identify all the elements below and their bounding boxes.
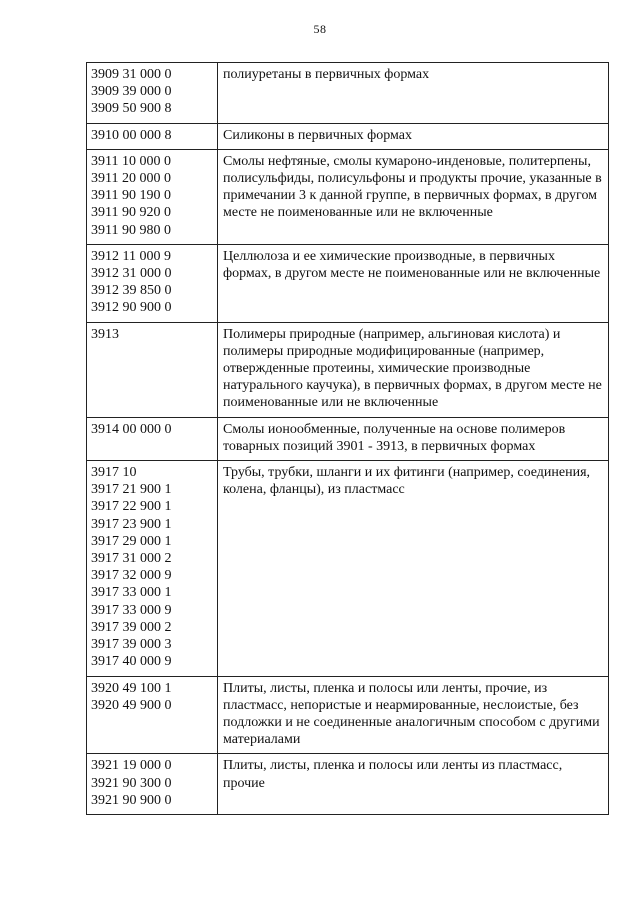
description-cell [218, 322, 609, 417]
tariff-code: 3917 39 000 3 [91, 637, 172, 653]
description-cell [218, 149, 609, 244]
tariff-code: 3911 90 980 0 [91, 222, 171, 238]
description-cell [218, 123, 609, 149]
code-cell [87, 322, 218, 417]
table-row [87, 63, 609, 124]
tariff-code: 3909 50 900 8 [91, 101, 172, 117]
table-row [87, 754, 609, 815]
tariff-code: 3917 33 000 1 [91, 585, 172, 601]
description-cell [218, 244, 609, 322]
goods-description: Силиконы в первичных формах [223, 127, 412, 143]
tariff-code: 3909 39 000 0 [91, 84, 172, 100]
description-cell [218, 461, 609, 676]
goods-description: Смолы ионообменные, полученные на основе полимеров товарных позиций 3901 - 3913, в первичных формах [223, 421, 566, 454]
table-row [87, 461, 609, 676]
goods-description: Целлюлоза и ее химические производные, в первичных формах, в другом месте не поименованные или не включенные [223, 248, 601, 282]
tariff-code: 3912 39 850 0 [91, 283, 172, 299]
tariff-code: 3920 49 900 0 [91, 697, 172, 713]
tariff-code: 3917 22 900 1 [91, 499, 172, 515]
tariff-code: 3912 90 900 0 [91, 300, 172, 316]
goods-description: полиуретаны в первичных формах [223, 67, 430, 82]
table-row [87, 417, 609, 460]
tariff-code: 3911 10 000 0 [91, 153, 171, 169]
table-row [87, 676, 609, 754]
table-row [87, 123, 609, 149]
tariff-code: 3921 19 000 0 [91, 758, 172, 774]
tariff-code: 3917 32 000 9 [91, 568, 172, 584]
code-cell [87, 754, 218, 815]
code-cell [87, 461, 218, 676]
description-cell [218, 417, 609, 460]
tariff-code: 3917 33 000 9 [91, 602, 172, 618]
goods-description: Трубы, трубки, шланги и их фитинги (например, соединения, колена, фланцы), из пластмасс [223, 465, 591, 498]
tariff-code: 3921 90 300 0 [91, 775, 172, 791]
code-cell [87, 149, 218, 244]
tariff-code: 3911 20 000 0 [91, 171, 171, 187]
tariff-code: 3912 31 000 0 [91, 266, 172, 282]
page-number: 58 [313, 22, 327, 36]
tariff-code: 3917 39 000 2 [91, 619, 172, 635]
goods-description: Полимеры природные (например, альгиновая кислота) и полимеры природные модифицированные (например, отвержденные протеины, химические производные натурального каучука), в первичных формах, в другом месте не поименованные или не включенные [223, 326, 602, 411]
description-cell [218, 63, 609, 124]
tariff-code: 3912 11 000 9 [91, 248, 171, 264]
code-cell [87, 63, 218, 124]
tariff-code: 3921 90 900 0 [91, 792, 172, 808]
table-row [87, 149, 609, 244]
tariff-code: 3917 31 000 2 [91, 551, 172, 567]
tariff-code: 3917 23 900 1 [91, 516, 172, 532]
description-cell [218, 676, 609, 754]
tariff-code: 3911 90 920 0 [91, 205, 171, 221]
description-cell [218, 754, 609, 815]
tariff-code: 3917 21 900 1 [91, 482, 172, 498]
tariff-code: 3911 90 190 0 [91, 188, 171, 204]
tariff-code: 3917 29 000 1 [91, 533, 172, 549]
tariff-code: 3917 10 [91, 465, 137, 481]
code-cell [87, 244, 218, 322]
tariff-code-table [86, 62, 609, 815]
tariff-code: 3910 00 000 8 [91, 127, 172, 143]
tariff-code: 3917 40 000 9 [91, 654, 172, 670]
tariff-code: 3914 00 000 0 [91, 421, 172, 437]
code-cell [87, 417, 218, 460]
goods-description: Плиты, листы, пленка и полосы или ленты, прочие, из пластмасс, непористые и неармированные, неслоистые, без подложки и не соединенные аналогичным способом с другими материалами [223, 680, 600, 748]
code-cell [87, 123, 218, 149]
code-cell [87, 676, 218, 754]
table-row [87, 244, 609, 322]
tariff-code: 3913 [91, 326, 119, 342]
tariff-code: 3909 31 000 0 [91, 67, 172, 82]
table-body [87, 63, 609, 815]
goods-description: Смолы нефтяные, смолы кумароно-инденовые, политерпены, полисульфиды, полисульфоны и продукты прочие, указанные в примечании 3 к данной группе, в первичных формах, в другом месте не поименованные или не включенные [223, 153, 602, 221]
goods-description: Плиты, листы, пленка и полосы или ленты из пластмасс, прочие [223, 758, 563, 791]
tariff-code: 3920 49 100 1 [91, 680, 172, 696]
table-row [87, 322, 609, 417]
